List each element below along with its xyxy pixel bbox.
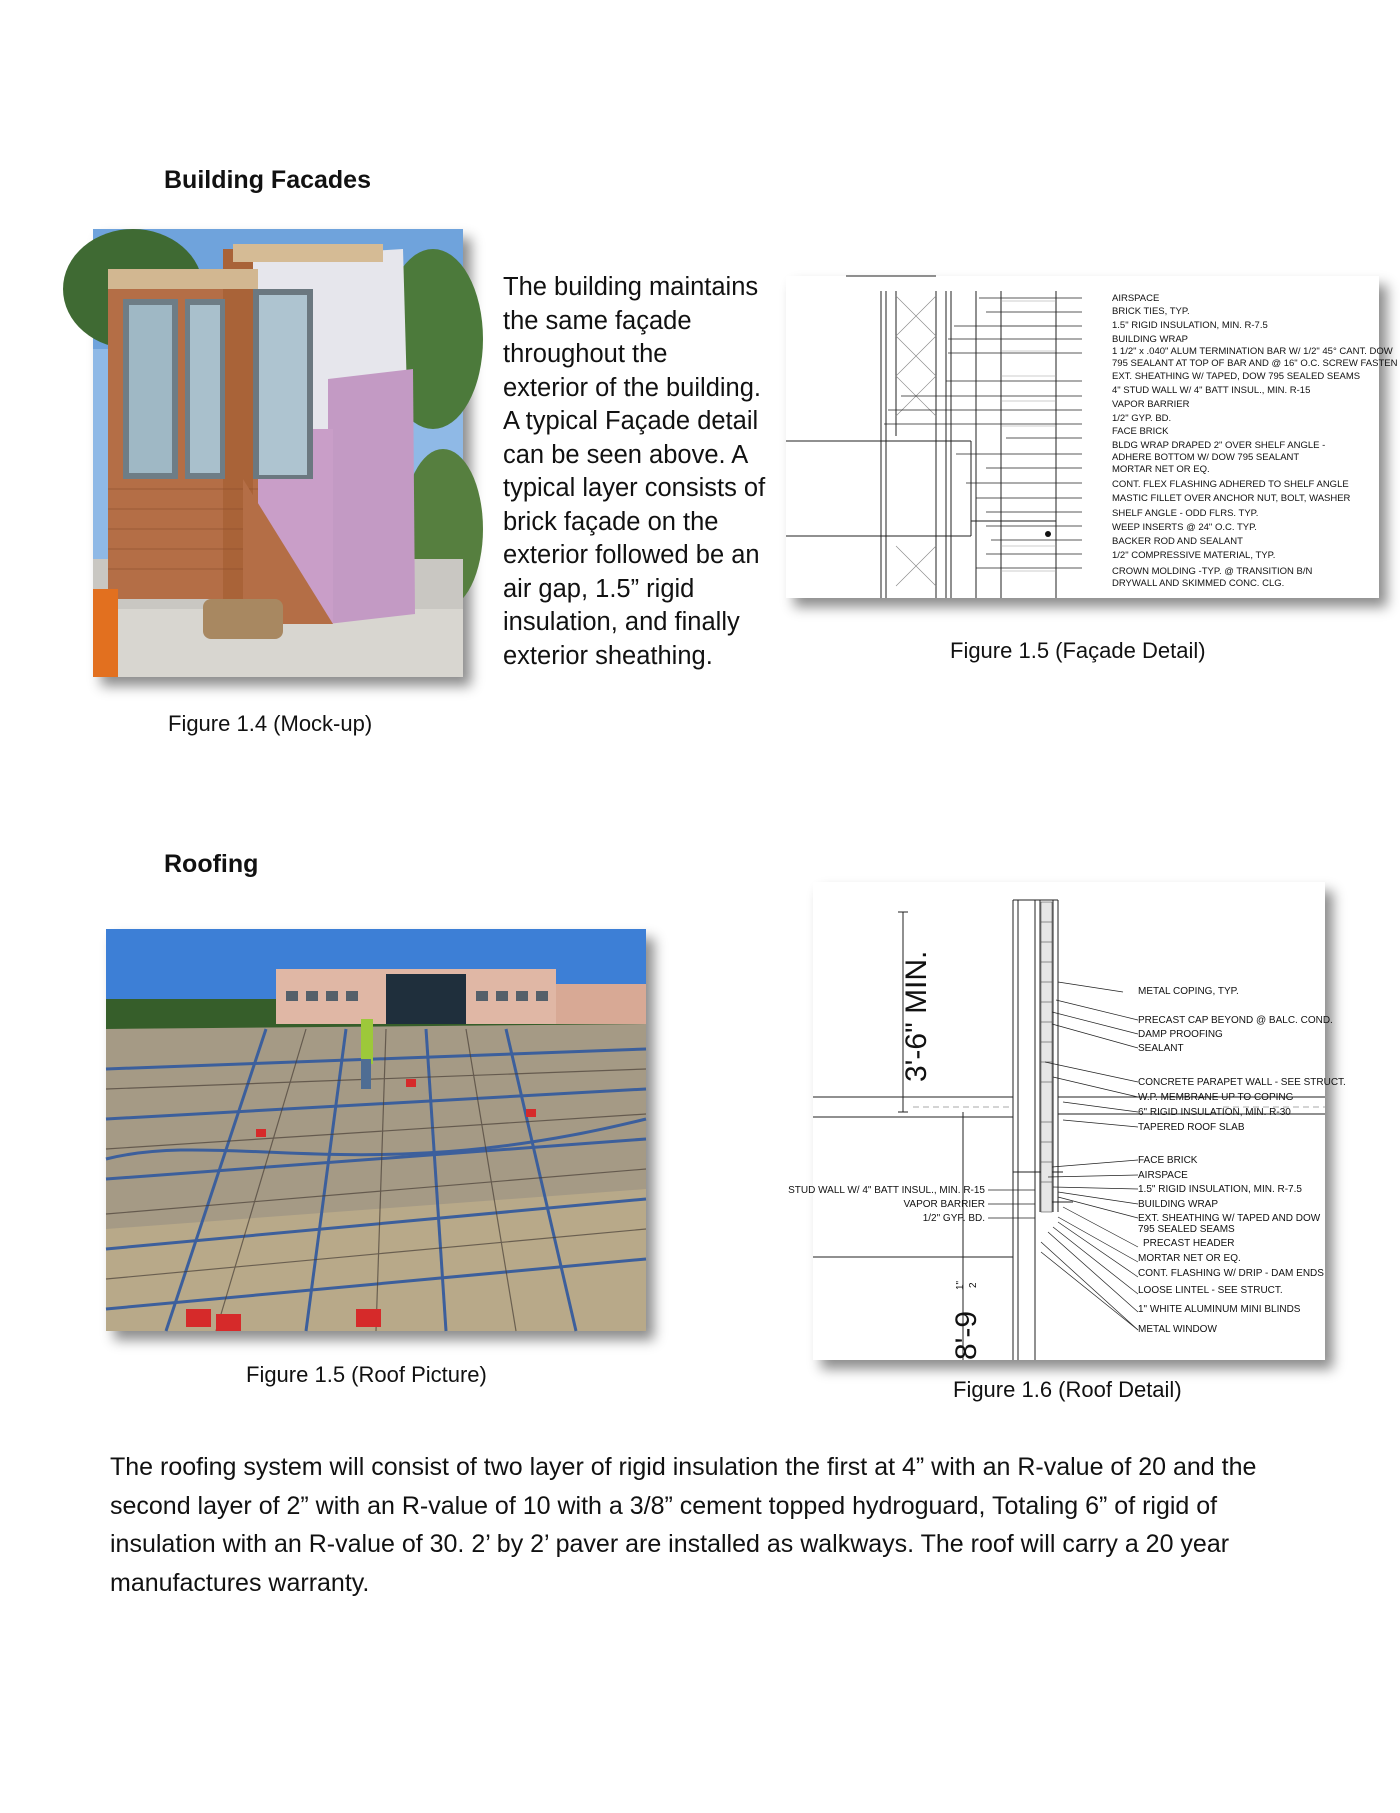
detail-label: BUILDING WRAP: [1112, 334, 1189, 345]
detail-label: WEEP INSERTS @ 24" O.C. TYP.: [1112, 522, 1257, 533]
paragraph-line: second layer of 2” with an R-value of 10 with a 3/8” cement topped hydroguard, Totaling 6” of rigid of: [110, 1491, 1218, 1520]
facade-detail-drawing: [786, 276, 1398, 598]
detail-label: PRECAST CAP BEYOND @ BALC. COND.: [1138, 1015, 1333, 1026]
paragraph-line: the same façade: [503, 306, 692, 335]
detail-label: 1/2" COMPRESSIVE MATERIAL, TYP.: [1112, 550, 1276, 561]
detail-label: FACE BRICK: [1138, 1155, 1198, 1166]
detail-label: AIRSPACE: [1138, 1170, 1188, 1181]
paragraph-line: The roofing system will consist of two layer of rigid insulation the first at 4” with an R-value of 20 and the: [110, 1453, 1257, 1481]
dimension-label: 1": [955, 1280, 966, 1290]
detail-label: SHELF ANGLE - ODD FLRS. TYP.: [1112, 508, 1259, 519]
detail-label: 795 SEALED SEAMS: [1138, 1224, 1235, 1235]
figure-caption-facade-detail: Figure 1.5 (Façade Detail): [950, 638, 1206, 663]
roofing-paragraph: [110, 1448, 1330, 1602]
detail-label: CONT. FLASHING W/ DRIP - DAM ENDS: [1138, 1268, 1324, 1279]
dimension-label: 3'-6" MIN.: [900, 950, 933, 1082]
detail-label: EXT. SHEATHING W/ TAPED AND DOW: [1138, 1213, 1321, 1224]
dimension-label: 2: [968, 1282, 979, 1288]
paragraph-line: throughout the: [503, 340, 668, 368]
section-heading-roofing: Roofing: [164, 850, 259, 878]
detail-label: VAPOR BARRIER: [1112, 399, 1190, 410]
detail-label: DRYWALL AND SKIMMED CONC. CLG.: [1112, 578, 1285, 589]
figure-caption-mockup: Figure 1.4 (Mock-up): [168, 711, 373, 736]
paragraph-line: brick façade on the: [503, 507, 719, 536]
paragraph-line: typical layer consists of: [503, 474, 766, 502]
detail-label: CROWN MOLDING -TYP. @ TRANSITION B/N: [1112, 566, 1313, 577]
detail-label: STUD WALL W/ 4" BATT INSUL., MIN. R-15: [788, 1185, 985, 1196]
paragraph-line: exterior followed be an: [503, 541, 760, 569]
detail-label: BLDG WRAP DRAPED 2" OVER SHELF ANGLE -: [1112, 440, 1326, 451]
paragraph-line: air gap, 1.5” rigid: [503, 574, 695, 603]
detail-label: 1" WHITE ALUMINUM MINI BLINDS: [1138, 1304, 1301, 1315]
paragraph-line: exterior sheathing.: [503, 641, 713, 670]
detail-label: CONCRETE PARAPET WALL - SEE STRUCT.: [1138, 1077, 1346, 1088]
paragraph-line: A typical Façade detail: [503, 407, 759, 435]
paragraph-line: insulation, and finally: [503, 608, 740, 636]
detail-label: 1.5" RIGID INSULATION, MIN. R-7.5: [1112, 320, 1268, 331]
detail-label: 795 SEALANT AT TOP OF BAR AND @ 16" O.C. SCREW FASTEN: [1112, 358, 1398, 369]
detail-label: ADHERE BOTTOM W/ DOW 795 SEALANT: [1112, 452, 1300, 463]
detail-label: BUILDING WRAP: [1138, 1199, 1219, 1210]
detail-label: DAMP PROOFING: [1138, 1029, 1223, 1040]
detail-label: EXT. SHEATHING W/ TAPED, DOW 795 SEALED SEAMS: [1112, 371, 1361, 382]
roof-detail-drawing: [788, 882, 1346, 1360]
detail-label: BACKER ROD AND SEALANT: [1112, 536, 1243, 547]
paragraph-line: insulation with an R-value of 30. 2’ by 2’ paver are installed as walkways. The roof will carry a 20 year: [110, 1530, 1230, 1558]
detail-label: 1 1/2" x .040" ALUM TERMINATION BAR W/ 1/2" 45° CANT. DOW: [1112, 346, 1393, 357]
paragraph-line: manufactures warranty.: [110, 1568, 370, 1597]
paragraph-line: exterior of the building.: [503, 373, 761, 402]
facades-paragraph: [503, 271, 788, 673]
mockup-photo: [93, 229, 463, 677]
detail-label: MORTAR NET OR EQ.: [1112, 464, 1210, 475]
detail-label: 1.5" RIGID INSULATION, MIN. R-7.5: [1138, 1184, 1302, 1195]
paragraph-line: The building maintains: [503, 273, 759, 301]
detail-label: BRICK TIES, TYP.: [1112, 306, 1190, 317]
detail-label: 1/2" GYP. BD.: [1112, 413, 1172, 424]
detail-label: SEALANT: [1138, 1043, 1184, 1054]
detail-label: METAL COPING, TYP.: [1138, 986, 1239, 997]
detail-label: W.P. MEMBRANE UP TO COPING: [1138, 1092, 1294, 1103]
detail-label: MORTAR NET OR EQ.: [1138, 1253, 1241, 1264]
detail-label: PRECAST HEADER: [1143, 1238, 1235, 1249]
detail-label: 6" RIGID INSULATION, MIN. R-30: [1138, 1107, 1291, 1118]
detail-label: 1/2" GYP. BD.: [922, 1213, 985, 1224]
detail-label: MASTIC FILLET OVER ANCHOR NUT, BOLT, WASHER: [1112, 493, 1351, 504]
dimension-label: 8'-9: [950, 1310, 983, 1360]
detail-label: FACE BRICK: [1112, 426, 1169, 437]
detail-label: 4" STUD WALL W/ 4" BATT INSUL., MIN. R-15: [1112, 385, 1311, 396]
detail-label: AIRSPACE: [1112, 293, 1160, 304]
detail-label: LOOSE LINTEL - SEE STRUCT.: [1138, 1285, 1283, 1296]
roof-photo: [106, 929, 646, 1331]
detail-label: VAPOR BARRIER: [903, 1199, 985, 1210]
section-heading-facades: Building Facades: [164, 166, 371, 194]
figure-caption-roof-detail: Figure 1.6 (Roof Detail): [953, 1377, 1182, 1402]
figure-caption-roof-picture: Figure 1.5 (Roof Picture): [246, 1362, 487, 1387]
detail-label: CONT. FLEX FLASHING ADHERED TO SHELF ANGLE: [1112, 479, 1349, 490]
detail-label: METAL WINDOW: [1138, 1324, 1217, 1335]
detail-label: TAPERED ROOF SLAB: [1138, 1122, 1245, 1133]
paragraph-line: can be seen above. A: [503, 440, 749, 469]
